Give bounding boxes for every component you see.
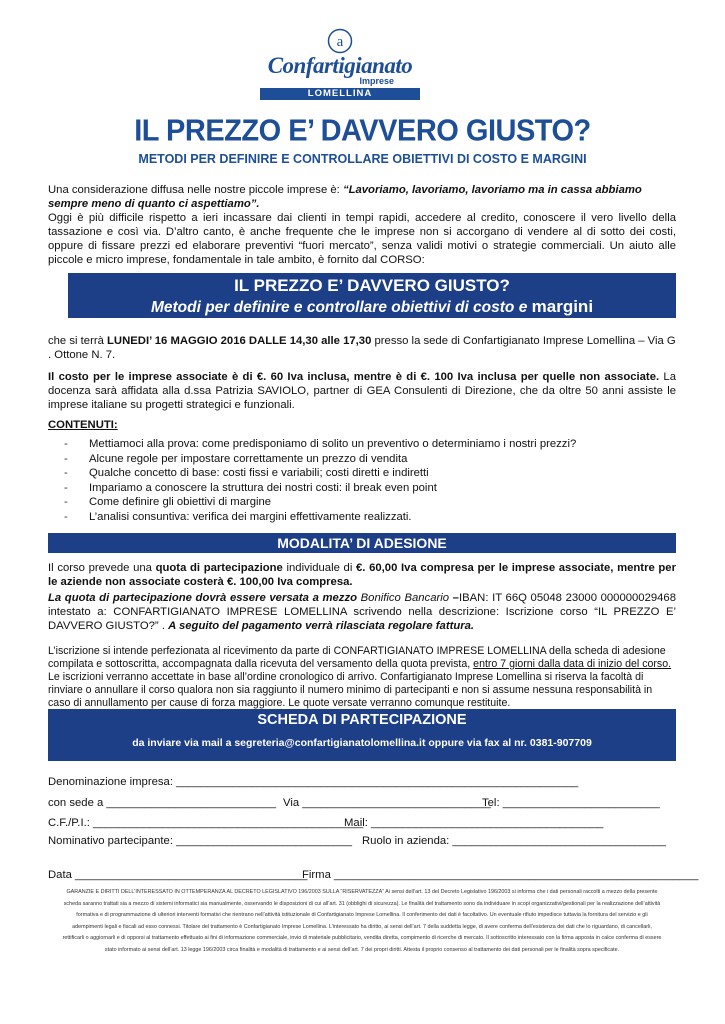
privacy-notice: GARANZIE E DIRITTI DELL’INTERESSATO IN OTTEMPERANZA AL DECRETO LEGISLATIVO 196/2003 SULLA “RISERVATEZZA” Ai sensi dell’art. 13 del Decreto Legislativo 196/2003 si informa che i dati personali raccolti a mezzo della presente scheda saranno trattati sia a mezzo di sistemi informatici sia manualmente, osservando le disposizioni di cui all’art. 31 (obblighi di sicurezza). Le finalità del trattamento sono da individuare in scopi organizzativi/gestionali per la realizzazione dell’attività formativa e di programmazione di ulteriori interventi formativi che rientrano nell’attività istituzionale di Confartigianato Imprese Lomellina. Il conferimento dei dati è facoltativo. Un eventuale rifiuto impedisce tuttavia la fornitura del servizio e gli adempimenti legali e fiscali ad esso connessi. Titolare del trattamento è Confartigianato Imprese Lomellina. L’interessato ha diritto, ai sensi dell’art. 7 della suddetta legge, di avere conferma dell’esistenza dei dati che lo riguardano, di cancellarli, rettificarli o aggiornarli e di opporsi al trattamento effettuato ai fini di informazione commerciale, invio di materiale pubblicitario, vendita diretta, compimento di ricerche di mercato. Il sottoscritto interessato con la firma apposta in calce conferma di essere stato informato ai sensi dell’art. 13 legge 196/2003 circa finalità e modalità di trattamento e ai sensi dell’art. 7 dei propri diritti. Attesta il proprio consenso al trattamento dei dati personali per le finalità sopra specificate. xyxy=(62,889,662,953)
list-item: - Qualche concetto di base: costi fissi e variabili; costi diretti e indiretti xyxy=(64,466,576,481)
form-data[interactable]: Data _____________________________________ xyxy=(48,869,308,881)
logo-at-icon xyxy=(327,28,353,54)
course-banner-subtitle: Metodi per definire e controllare obiettivi di costo e margini xyxy=(150,297,594,316)
form-firma[interactable]: Firma __________________________________________________________ xyxy=(302,869,699,881)
contents-heading: CONTENUTI: xyxy=(48,419,118,431)
list-item: - L’analisi consuntiva: verifica dei margini effettivamente realizzati. xyxy=(64,510,576,525)
schedule-paragraph: che si terrà LUNEDI’ 16 MAGGIO 2016 DALLE 14,30 alle 17,30 presso la sede di Confartigianato Imprese Lomellina – Via G . Ottone N. 7. xyxy=(48,335,676,361)
adesione-pagamento: La quota di partecipazione dovrà essere versata a mezzo Bonifico Bancario –IBAN: IT 66Q 05048 23000 000000029468 intestato a: CONFARTIGIANATO IMPRESE LOMELLINA scrivendo nella descrizione: Iscrizione corso “IL PREZZO E’ DAVVERO GIUSTO?” . A seguito del pagamento verrà rilasciata regolare fattura. xyxy=(48,592,676,632)
form-denominazione[interactable]: Denominazione impresa: ________________________________________________________________ xyxy=(48,776,579,788)
form-cf-pi[interactable]: C.F./P.I.: ___________________________________________ xyxy=(48,817,364,829)
form-nominativo[interactable]: Nominativo partecipante: ____________________________ xyxy=(48,835,353,847)
course-banner-title: IL PREZZO E’ DAVVERO GIUSTO? xyxy=(234,276,510,295)
adesione-quota: Il corso prevede una quota di partecipazione individuale di €. 60,00 Iva compresa per le imprese associate, mentre per le aziende non associate costerà €. 100,00 Iva compresa. xyxy=(48,562,676,588)
schedule-date: LUNEDI’ 16 MAGGIO 2016 DALLE 14,30 alle 17,30 xyxy=(107,335,372,347)
cost-bold: Il costo per le imprese associate è di €. 60 Iva inclusa, mentre è di €. 100 Iva inclusa per quelle non associate. xyxy=(48,371,660,383)
intro-body: Oggi è più difficile rispetto a ieri incassare dai clienti in tempi rapidi, accedere al credito, conoscere il vero livello della tassazione e così via. D’altro canto, è anche frequente che le imprese non si accorgano di vendere al di sotto dei costi, oppure di fissare prezzi ed elaborare preventivi “fuori mercato”, senza validi motivi o strategie commerciali. Un aiuto alle piccole e micro imprese, fondamentale in tale ambito, è fornito dal CORSO: xyxy=(48,212,676,266)
form-tel[interactable]: Tel: _________________________ xyxy=(482,797,660,809)
cost-paragraph: Il costo per le imprese associate è di €. 60 Iva inclusa, mentre è di €. 100 Iva inclusa per quelle non associate. La docenza sarà affidata alla d.ssa Patrizia SAVIOLO, partner di GEA Consulenti di Direzione, che da oltre 50 anni assiste le imprese italiane su progetti strategici e funzionali. xyxy=(48,371,676,411)
adesione-condizioni: L’iscrizione si intende perfezionata al ricevimento da parte di CONFARTIGIANATO IMPRESE LOMELLINA della scheda di adesione compilata e sottoscritta, accompagnata dalla ricevuta del versamento della quota prevista, entro 7 giorni dalla data di inizio del corso. Le iscrizioni verranno accettate in base all’ordine cronologico di arrivo. Confartigianato Imprese Lomellina si riserva la facoltà di rinviare o annullare il corso qualora non sia raggiunto il numero minimo di partecipanti e non si assume nessuna responsabilità in caso di annullamento per cause di forza maggiore. Le quote versate verranno comunque restituite. xyxy=(48,645,672,709)
form-mail[interactable]: Mail: _____________________________________ xyxy=(344,817,604,829)
svg-text:a: a xyxy=(336,34,344,50)
adesione-heading: MODALITA’ DI ADESIONE xyxy=(48,533,676,553)
contents-list xyxy=(64,437,576,525)
list-item: - Come definire gli obiettivi di margine xyxy=(64,495,576,510)
logo xyxy=(260,28,420,104)
logo-territory: LOMELLINA xyxy=(260,88,420,100)
course-banner xyxy=(68,273,676,318)
list-item: - Impariamo a conoscere la struttura dei nostri costi: il break even point xyxy=(64,481,576,496)
page-title: IL PREZZO E’ DAVVERO GIUSTO? xyxy=(134,114,591,148)
logo-brand: Confartigianato xyxy=(267,53,413,78)
intro-lead: Una considerazione diffusa nelle nostre piccole imprese è: xyxy=(48,184,343,196)
list-item: - Alcune regole per impostare correttamente un prezzo di vendita xyxy=(64,452,576,467)
logo-imprese: Imprese xyxy=(359,76,394,86)
scheda-heading: SCHEDA DI PARTECIPAZIONE xyxy=(257,712,467,728)
list-item: - Mettiamoci alla prova: come predisponiamo di solito un preventivo o determiniamo i nostri prezzi? xyxy=(64,437,576,452)
form-ruolo[interactable]: Ruolo in azienda: __________________________________ xyxy=(362,835,667,847)
intro-paragraph xyxy=(48,183,676,267)
form-via[interactable]: Via ______________________________ xyxy=(283,797,491,809)
scheda-banner xyxy=(48,709,676,761)
form-sede[interactable]: con sede a ___________________________ xyxy=(48,797,277,809)
page-subtitle: METODI PER DEFINIRE E CONTROLLARE OBIETTIVI DI COSTO E MARGINI xyxy=(138,152,587,166)
scheda-note: da inviare via mail a segreteria@confartigianatolomellina.it oppure via fax al nr. 0381-907709 xyxy=(132,737,592,749)
intro-quote: “Lavoriamo, lavoriamo, lavoriamo ma in cassa abbiamo sempre meno di quanto ci aspettiamo”. xyxy=(48,184,642,210)
